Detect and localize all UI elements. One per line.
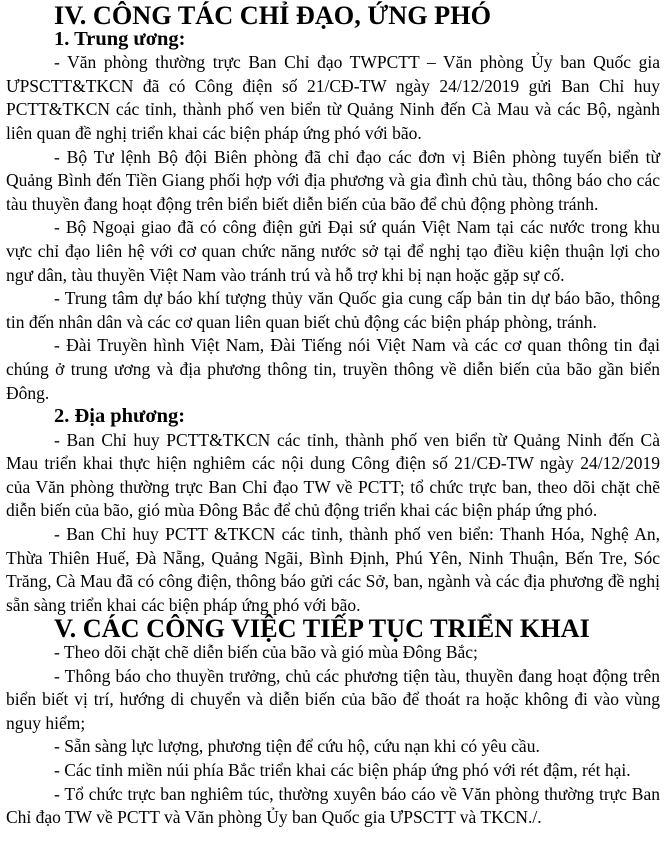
paragraph-tasks-4: - Các tỉnh miền núi phía Bắc triển khai các biện pháp ứng phó với rét đậm, rét hại. <box>54 760 631 780</box>
section-4-heading: IV. CÔNG TÁC CHỈ ĐẠO, ỨNG PHÓ <box>54 1 492 30</box>
paragraph-central-4: - Trung tâm dự báo khí tượng thủy văn Quốc gia cung cấp bản tin dự báo bão, thông tin đến nhân dân và các cơ quan liên quan biết chủ động các biện pháp phòng, tránh. <box>6 288 660 332</box>
paragraph-local-2: - Ban Chỉ huy PCTT &TKCN các tỉnh, thành phố ven biển: Thanh Hóa, Nghệ An, Thừa Thiên Huế, Đà Nẵng, Quảng Ngãi, Bình Định, Phú Yên, Ninh Thuận, Bến Tre, Sóc Trăng, Cà Mau đã có công điện, thông báo gửi các Sở, ban, ngành và các địa phương đề nghị sẵn sàng triển khai các biện pháp ứng phó với bão. <box>6 524 660 615</box>
paragraph-central-3: - Bộ Ngoại giao đã có công điện gửi Đại sứ quán Việt Nam tại các nước trong khu vực chỉ đạo liên hệ với cơ quan chức năng nước sở tại để nghị tạo điều kiện thuận lợi cho ngư dân, tàu thuyền Việt Nam vào tránh trú và hỗ trợ khi bị nạn hoặc gặp sự cố. <box>6 217 660 285</box>
subsection-local-heading: 2. Địa phương: <box>54 405 186 428</box>
paragraph-tasks-3: - Sẵn sàng lực lượng, phương tiện để cứu hộ, cứu nạn khi có yêu cầu. <box>54 736 540 757</box>
paragraph-local-1: - Ban Chỉ huy PCTT&TKCN các tỉnh, thành phố ven biển từ Quảng Ninh đến Cà Mau triển khai thực hiện nghiêm các nội dung Công điện số 21/CĐ-TW ngày 24/12/2019 của Văn phòng thường trực Ban Chỉ đạo TW về PCTT; tổ chức trực ban, theo dõi chặt chẽ diễn biến của bão, gió mùa Đông Bắc để chủ động triển khai các biện pháp ứng phó. <box>6 429 660 521</box>
paragraph-tasks-2: - Thông báo cho thuyền trưởng, chủ các phương tiện tàu, thuyền đang hoạt động trên biển biết vị trí, hướng di chuyển và diễn biến của bão để thoát ra hoặc không đi vào vùng nguy hiểm; <box>6 665 660 733</box>
subsection-central-heading: 1. Trung ương: <box>54 27 186 50</box>
paragraph-tasks-1: - Theo dõi chặt chẽ diễn biến của bão và gió mùa Đông Bắc; <box>54 642 478 663</box>
paragraph-tasks-5: - Tổ chức trực ban nghiêm túc, thường xuyên báo cáo về Văn phòng thường trực Ban Chỉ đạo TW về PCTT và Văn phòng Ủy ban Quốc gia ƯPSCTT và TKCN./. <box>6 783 660 828</box>
paragraph-central-1: - Văn phòng thường trực Ban Chỉ đạo TWPCTT – Văn phòng Ủy ban Quốc gia ƯPSCTT&TKCN đã có Công điện số 21/CĐ-TW ngày 24/12/2019 gửi Ban Chỉ huy PCTT&TKCN các tỉnh, thành phố ven biển từ Quảng Ninh đến Cà Mau và các Bộ, ngành liên quan đề nghị triển khai các biện pháp ứng phó với bão. <box>6 52 660 143</box>
section-5-heading: V. CÁC CÔNG VIỆC TIẾP TỤC TRIỂN KHAI <box>54 614 590 644</box>
paragraph-central-5: - Đài Truyền hình Việt Nam, Đài Tiếng nói Việt Nam và các cơ quan thông tin đại chúng ở trung ương và địa phương thông tin, truyền thông về diễn biến của bão gần biển Đông. <box>6 335 660 403</box>
paragraph-central-2: - Bộ Tư lệnh Bộ đội Biên phòng đã chỉ đạo các đơn vị Biên phòng tuyến biển từ Quảng Bình đến Tiền Giang phối hợp với địa phương và gia đình chủ tàu, thông báo cho các tàu thuyền đang hoạt động trên biển biết diễn biến của bão để chủ động phòng tránh. <box>6 146 660 214</box>
